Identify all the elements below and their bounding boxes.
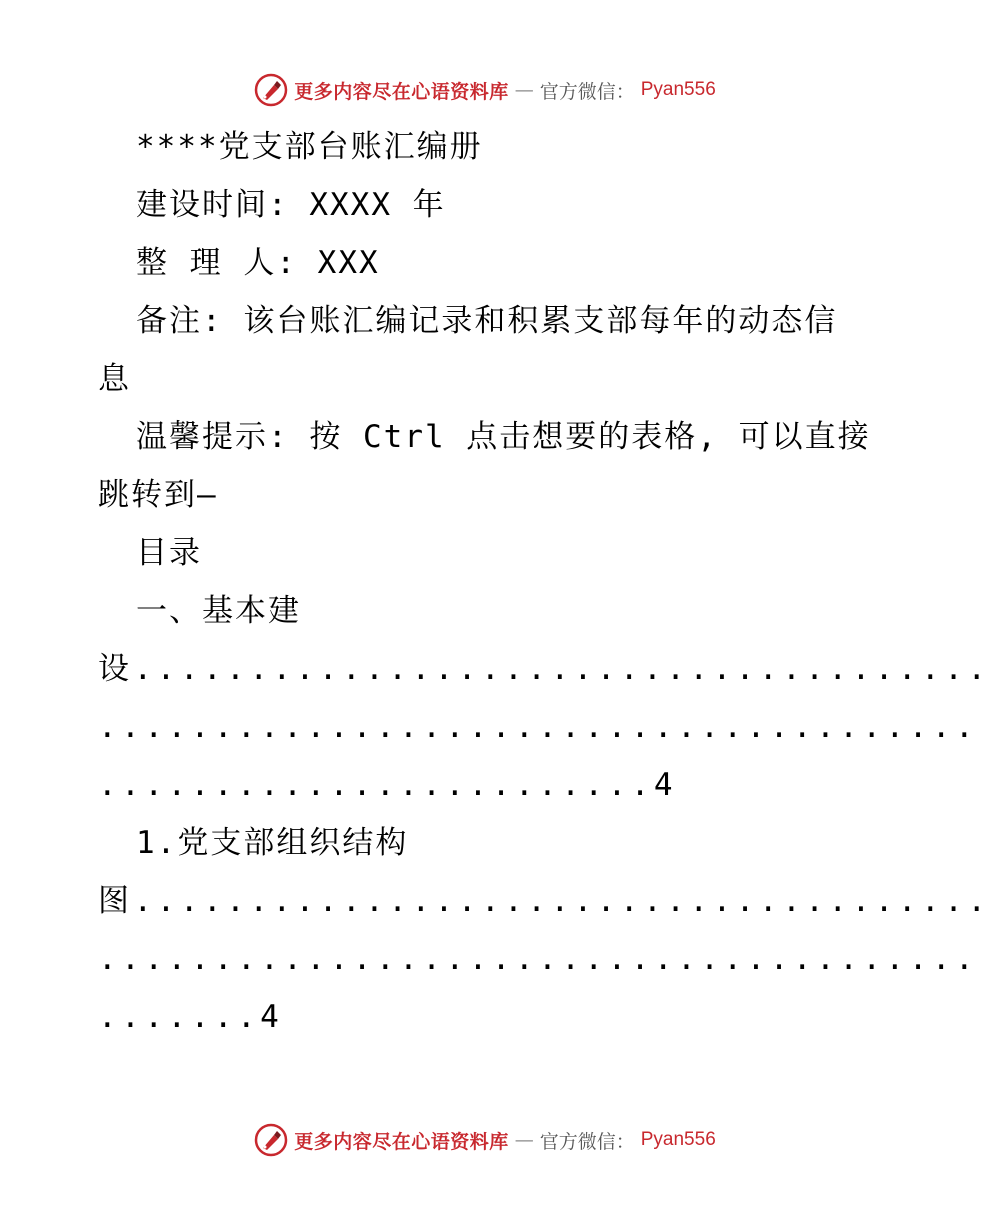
banner-sub: 官方微信：: [539, 1130, 635, 1153]
document-body: [98, 118, 991, 1046]
banner-dash: —: [514, 79, 534, 101]
toc-heading: 目录: [136, 535, 202, 571]
toc-entry-1-leader-c[interactable]: ........................4: [98, 767, 678, 803]
banner-text: 更多内容尽在心语资料库: [294, 80, 509, 103]
note-line-1: 备注: 该台账汇编记录和积累支部每年的动态信: [136, 303, 838, 339]
pen-logo-icon: [254, 73, 288, 107]
doc-title: ****党支部台账汇编册: [136, 129, 483, 165]
organizer: 整 理 人: XXX: [136, 245, 380, 281]
toc-entry-1-label[interactable]: 一、基本建: [136, 593, 301, 629]
toc-entry-1-leader-b[interactable]: ......................................: [98, 709, 979, 745]
header-banner: [0, 70, 950, 110]
banner-text: 更多内容尽在心语资料库: [294, 1130, 509, 1153]
pen-logo-icon: [254, 1123, 288, 1157]
note-line-2: 息: [98, 361, 131, 397]
footer-banner: [0, 1120, 950, 1160]
banner-sub: 官方微信：: [539, 80, 635, 103]
toc-entry-2-leader-a[interactable]: 图.....................................: [98, 883, 991, 919]
banner-inner-footer: [254, 1123, 716, 1157]
banner-id: Pyan556: [640, 1129, 716, 1150]
banner-inner: [254, 73, 716, 107]
banner-dash: —: [514, 1129, 534, 1151]
toc-entry-2-leader-b[interactable]: ......................................: [98, 941, 979, 977]
toc-entry-1-leader-a[interactable]: 设.....................................: [98, 651, 991, 687]
banner-id: Pyan556: [640, 79, 716, 100]
build-time: 建设时间: XXXX 年: [136, 187, 446, 223]
toc-entry-2-leader-c[interactable]: .......4: [98, 999, 284, 1035]
tip-line-2: 跳转到—: [98, 477, 218, 513]
toc-entry-2-label[interactable]: 1.党支部组织结构: [136, 825, 409, 861]
tip-line-1: 温馨提示: 按 Ctrl 点击想要的表格, 可以直接: [136, 419, 871, 455]
